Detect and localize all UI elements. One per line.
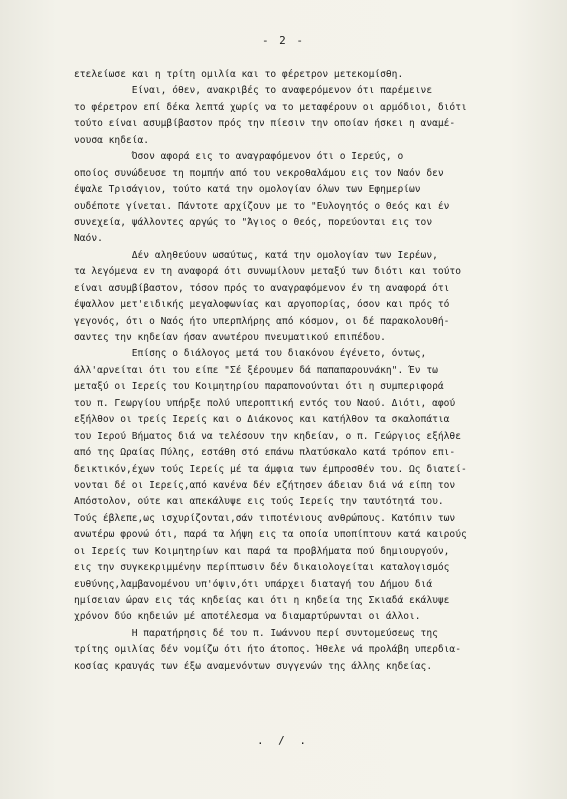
text-line: Επίσης ο διάλογος μετά του διακόνου έγένετο, όντως, [74, 348, 427, 360]
text-line: έψαλε Τρισάγιον, τούτο κατά την ομολογίαν όλων των Εφημερίων [74, 184, 421, 196]
text-line: Δέν αληθεύουν ωσαύτως, κατά την ομολογίαν των Ιερέων, [74, 249, 438, 261]
text-line: είναι ασυμβίβαστον, τόσον πρός το αναγραφόμενον έν τη αναφορά ότι [74, 282, 450, 294]
text-line: έψαλλον μετ'ειδικής μεγαλοφωνίας και αργοπορίας, όσον και πρός τό [74, 299, 450, 311]
text-line: χρόνον δύο κηδειών μέ αποτέλεσμα να διαμαρτύρωνται οι άλλοι. [74, 611, 421, 623]
text-line: εις την συγκεκριμμένην περίπτωσιν δέν δικαιολογείται καταλογισμός [74, 562, 450, 574]
text-line: το φέρετρον επί δέκα λεπτά χωρίς να το μεταφέρουν οι αρμόδιοι, διότι [74, 101, 467, 113]
text-line: μεταξύ οι Ιερείς του Κοιμητηρίου παραπονούνται ότι η συμπεριφορά [74, 381, 444, 393]
text-line: νουσα κηδεία. [74, 134, 150, 146]
text-line: Απόστολον, ούτε και απεκάλυψε εις τούς Ιερείς την ταυτότητά του. [74, 496, 444, 508]
text-line: άλλ'αρνείται ότι του είπε "Σέ ξέρουμεν δά παπαπαρουνάκη". Έν τω [74, 364, 438, 376]
text-line: του π. Γεωργίου υπήρξε πολύ υπεροπτική εντός του Ναού. Διότι, αφού [74, 397, 456, 409]
text-line: οι Ιερείς των Κοιμητηρίων και παρά τα προβλήματα πού δημιουργούν, [74, 545, 450, 557]
text-line: νονται δέ οι Ιερείς,από κανένα δέν εζήτησεν άδειαν διά νά είπη τον [74, 479, 456, 491]
text-line: ουδέποτε γίνεται. Πάντοτε αρχίζουν με το "Ευλογητός ο Θεός και έν [74, 200, 450, 212]
text-line: εξήλθον οι τρείς Ιερείς και ο Διάκονος και κατήλθον τα σκαλοπάτια [74, 414, 450, 426]
text-line: τούτο είναι ασυμβίβαστον πρός την πίεσιν την οποίαν ήσκει η αναμέ- [74, 118, 456, 130]
text-line: του Ιερού Βήματος διά να τελέσουν την κηδείαν, ο π. Γεώργιος εξήλθε [74, 430, 461, 442]
text-line: γεγονός, ότι ο Ναός ήτο υπερπλήρης από κόσμον, οι δέ παρακολουθή- [74, 315, 450, 327]
text-line: τρίτης ομιλίας δέν νομίζω ότι ήτο άτοπος. Ήθελε νά προλάβη υπερδια- [74, 644, 461, 656]
text-line: σαντες την κηδείαν ήσαν ανωτέρου πνευματικού επιπέδου. [74, 332, 386, 343]
page-number: - 2 - [261, 34, 306, 47]
text-line: ανωτέρω φρονώ ότι, παρά τα λήψη εις τα οποία υποπίπτουν κατά καιρούς [74, 529, 467, 541]
text-line: Τούς έβλεπε,ως ισχυρίζονται,σάν τιποτένιους ανθρώπους. Κατόπιν των [74, 512, 456, 524]
text-line: από της Ωραίας Πύλης, εστάθη στό επάνω πλατύσκαλο κατά τρόπον επι- [74, 447, 456, 459]
text-line: τα λεγόμενα εν τη αναφορά ότι συνωμίλουν μεταξύ των διότι και τούτο [74, 266, 461, 278]
continuation-mark: . / . [256, 734, 311, 747]
text-line: Η παρατήρησις δέ του π. Ιωάννου περί συντομεύσεως της [74, 627, 438, 639]
text-line: ετελείωσε και η τρίτη ομιλία και το φέρετρον μετεκομίσθη. [74, 69, 404, 80]
text-line: κοσίας κραυγάς των έξω αναμενόντων συγγενών της άλλης κηδείας. [74, 660, 433, 672]
text-line: Ναόν. [74, 233, 103, 245]
text-line: οποίος συνώδευσε τη πομπήν από του νεκροθαλάμου εις τον Ναόν δεν [74, 167, 444, 179]
text-line: Όσον αφορά εις το αναγραφόμενον ότι ο Ιερεύς, ο [74, 151, 404, 163]
text-line: δεικτικόν,έχων τούς Ιερείς μέ τα άμφια των έμπροσθέν του. Ως διατεί- [74, 463, 467, 475]
text-line: ημίσειαν ώραν εις τάς κηδείας και ότι η κηδεία της Σκιαδά εκάλυψε [74, 595, 450, 606]
text-line: συνεχεία, ψάλλοντες αργώς το "Άγιος ο Θεός, πορεύονται εις τον [74, 216, 433, 228]
text-line: ευθύνης,λαμβανομένου υπ'όψιν,ότι υπάρχει διαταγή του Δήμου διά [74, 578, 433, 590]
text-line: Είναι, όθεν, ανακριβές το αναφερόμενον ότι παρέμεινε [74, 85, 433, 97]
letter-body [74, 67, 534, 675]
